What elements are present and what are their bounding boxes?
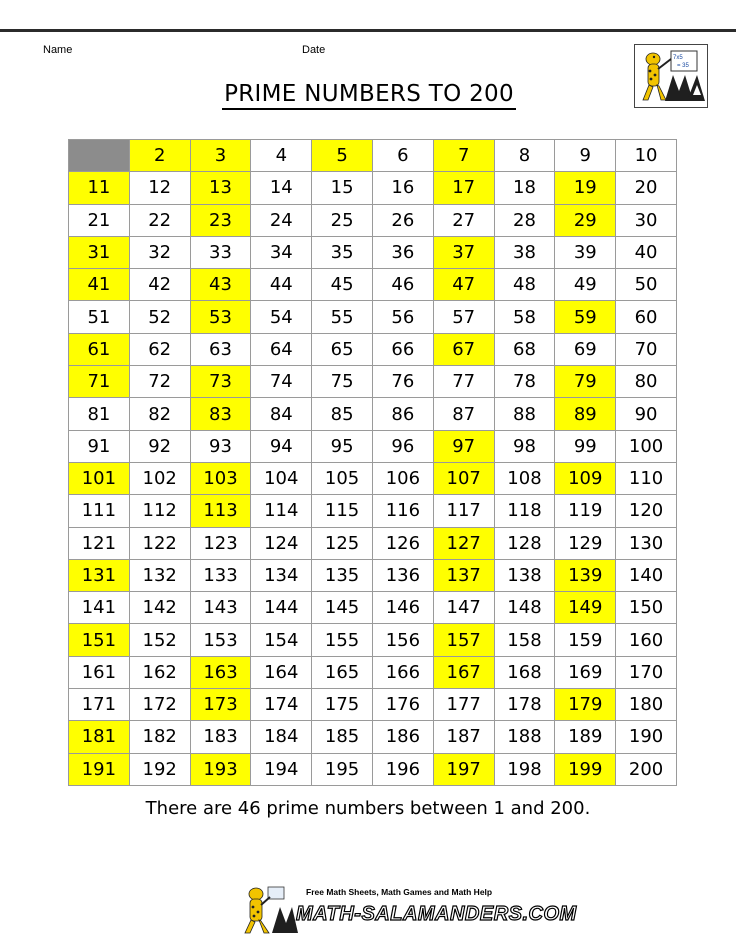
svg-text:7x5: 7x5: [673, 55, 683, 61]
grid-row: [69, 495, 677, 527]
grid-cell: 77: [433, 366, 494, 398]
date-label: Date: [302, 44, 326, 56]
grid-cell-prime: 53: [190, 301, 251, 333]
grid-row: [69, 527, 677, 559]
grid-cell: 176: [372, 689, 433, 721]
grid-cell: 63: [190, 333, 251, 365]
grid-cell-prime: 19: [555, 172, 616, 204]
grid-cell: 54: [251, 301, 312, 333]
grid-cell: 170: [616, 656, 677, 688]
grid-cell: 200: [616, 753, 677, 785]
grid-cell: 104: [251, 462, 312, 494]
grid-cell: 141: [69, 592, 130, 624]
footer-tagline: Free Math Sheets, Math Games and Math Help: [306, 887, 493, 897]
footer-logo: [238, 885, 577, 937]
grid-cell: 50: [616, 269, 677, 301]
grid-cell: 34: [251, 236, 312, 268]
grid-cell-prime: 5: [312, 140, 373, 172]
grid-cell: 30: [616, 204, 677, 236]
grid-row: [69, 140, 677, 172]
grid-cell: 84: [251, 398, 312, 430]
grid-cell: 28: [494, 204, 555, 236]
grid-cell: 25: [312, 204, 373, 236]
grid-cell: 155: [312, 624, 373, 656]
grid-cell: 82: [129, 398, 190, 430]
grid-row: [69, 333, 677, 365]
grid-cell: 26: [372, 204, 433, 236]
grid-cell: 136: [372, 559, 433, 591]
grid-cell: 80: [616, 366, 677, 398]
grid-cell: 32: [129, 236, 190, 268]
grid-cell: 35: [312, 236, 373, 268]
grid-cell: 87: [433, 398, 494, 430]
grid-cell: 124: [251, 527, 312, 559]
top-rule: [0, 29, 736, 32]
grid-cell: 12: [129, 172, 190, 204]
grid-cell: 175: [312, 689, 373, 721]
grid-cell: 159: [555, 624, 616, 656]
grid-cell: 119: [555, 495, 616, 527]
grid-cell-prime: 59: [555, 301, 616, 333]
grid-row: [69, 721, 677, 753]
grid-cell: 21: [69, 204, 130, 236]
grid-cell: 106: [372, 462, 433, 494]
grid-cell: 24: [251, 204, 312, 236]
grid-row: [69, 689, 677, 721]
grid-cell: 169: [555, 656, 616, 688]
grid-cell: 85: [312, 398, 373, 430]
grid-cell-prime: 97: [433, 430, 494, 462]
grid-cell: 33: [190, 236, 251, 268]
grid-cell: 81: [69, 398, 130, 430]
grid-cell: 94: [251, 430, 312, 462]
grid-cell: 60: [616, 301, 677, 333]
grid-cell: 166: [372, 656, 433, 688]
grid-cell: 51: [69, 301, 130, 333]
grid-cell: 150: [616, 592, 677, 624]
grid-cell: 142: [129, 592, 190, 624]
grid-cell: 145: [312, 592, 373, 624]
grid-cell: 86: [372, 398, 433, 430]
grid-cell: 120: [616, 495, 677, 527]
grid-cell: 160: [616, 624, 677, 656]
grid-cell: 114: [251, 495, 312, 527]
grid-cell-prime: 137: [433, 559, 494, 591]
grid-cell-prime: 11: [69, 172, 130, 204]
grid-cell: 76: [372, 366, 433, 398]
grid-cell-prime: 191: [69, 753, 130, 785]
grid-cell: 188: [494, 721, 555, 753]
grid-cell-prime: 173: [190, 689, 251, 721]
grid-cell: 165: [312, 656, 373, 688]
grid-cell: 132: [129, 559, 190, 591]
name-label: Name: [43, 44, 73, 56]
grid-cell: 125: [312, 527, 373, 559]
grid-cell: 192: [129, 753, 190, 785]
grid-cell: 156: [372, 624, 433, 656]
grid-cell: 8: [494, 140, 555, 172]
grid-cell: 194: [251, 753, 312, 785]
grid-cell: 46: [372, 269, 433, 301]
grid-cell: 57: [433, 301, 494, 333]
grid-cell: 122: [129, 527, 190, 559]
grid-cell: 134: [251, 559, 312, 591]
grid-cell: 78: [494, 366, 555, 398]
grid-cell: 4: [251, 140, 312, 172]
grid-cell: 9: [555, 140, 616, 172]
grid-cell: 40: [616, 236, 677, 268]
grid-row: [69, 366, 677, 398]
grid-cell: 95: [312, 430, 373, 462]
grid-cell-prime: 41: [69, 269, 130, 301]
grid-cell: 10: [616, 140, 677, 172]
grid-cell-prime: 113: [190, 495, 251, 527]
grid-cell: 162: [129, 656, 190, 688]
grid-cell-prime: 29: [555, 204, 616, 236]
grid-cell: 45: [312, 269, 373, 301]
grid-cell-prime: 127: [433, 527, 494, 559]
grid-cell: 69: [555, 333, 616, 365]
grid-row: [69, 269, 677, 301]
grid-cell: 158: [494, 624, 555, 656]
grid-cell: 108: [494, 462, 555, 494]
grid-cell: 171: [69, 689, 130, 721]
grid-cell: 148: [494, 592, 555, 624]
grid-row: [69, 301, 677, 333]
grid-cell: 39: [555, 236, 616, 268]
grid-cell: 126: [372, 527, 433, 559]
prime-grid: [68, 139, 677, 786]
grid-cell-prime: 3: [190, 140, 251, 172]
grid-cell-prime: 167: [433, 656, 494, 688]
grid-cell: 177: [433, 689, 494, 721]
grid-cell: 96: [372, 430, 433, 462]
title-underline: [222, 108, 516, 110]
grid-cell-prime: 107: [433, 462, 494, 494]
grid-cell-prime: 151: [69, 624, 130, 656]
grid-cell-prime: 101: [69, 462, 130, 494]
grid-row: [69, 592, 677, 624]
grid-row: [69, 624, 677, 656]
grid-cell: 128: [494, 527, 555, 559]
grid-cell-prime: 13: [190, 172, 251, 204]
grid-cell: 116: [372, 495, 433, 527]
grid-cell-prime: 7: [433, 140, 494, 172]
grid-cell: 130: [616, 527, 677, 559]
grid-cell: 15: [312, 172, 373, 204]
grid-cell: 182: [129, 721, 190, 753]
grid-cell: 196: [372, 753, 433, 785]
grid-row: [69, 656, 677, 688]
grid-cell: 93: [190, 430, 251, 462]
grid-cell: 66: [372, 333, 433, 365]
footer-brand: MATH-SALAMANDERS.COM: [296, 903, 577, 925]
grid-cell: 110: [616, 462, 677, 494]
grid-cell: 27: [433, 204, 494, 236]
grid-cell: 90: [616, 398, 677, 430]
grid-cell: 111: [69, 495, 130, 527]
grid-row: [69, 559, 677, 591]
grid-cell: 183: [190, 721, 251, 753]
grid-row: [69, 753, 677, 785]
grid-row: [69, 236, 677, 268]
grid-cell-prime: 131: [69, 559, 130, 591]
grid-cell: 190: [616, 721, 677, 753]
grid-cell: 18: [494, 172, 555, 204]
grid-row: [69, 430, 677, 462]
grid-cell: 153: [190, 624, 251, 656]
grid-cell-prime: 79: [555, 366, 616, 398]
grid-cell-prime: 61: [69, 333, 130, 365]
grid-cell: 143: [190, 592, 251, 624]
grid-cell: 65: [312, 333, 373, 365]
grid-cell: 187: [433, 721, 494, 753]
grid-cell: 178: [494, 689, 555, 721]
grid-cell: 56: [372, 301, 433, 333]
grid-cell: 6: [372, 140, 433, 172]
grid-cell: 118: [494, 495, 555, 527]
grid-cell: 161: [69, 656, 130, 688]
summary-text: There are 46 prime numbers between 1 and 200.: [145, 798, 591, 819]
grid-cell: 138: [494, 559, 555, 591]
grid-cell: 91: [69, 430, 130, 462]
grid-cell: 36: [372, 236, 433, 268]
grid-cell-prime: 199: [555, 753, 616, 785]
grid-cell: 38: [494, 236, 555, 268]
prime-grid-body: [69, 140, 677, 786]
grid-cell-prime: 83: [190, 398, 251, 430]
grid-cell: 49: [555, 269, 616, 301]
salamander-mascot-icon: [238, 885, 298, 937]
grid-cell: 92: [129, 430, 190, 462]
grid-cell-prime: 17: [433, 172, 494, 204]
page-title: PRIME NUMBERS TO 200: [224, 81, 514, 107]
grid-cell: 112: [129, 495, 190, 527]
grid-cell-prime: 37: [433, 236, 494, 268]
grid-cell-prime: 2: [129, 140, 190, 172]
grid-cell: 14: [251, 172, 312, 204]
svg-text:= 35: = 35: [677, 63, 689, 69]
grid-cell: 22: [129, 204, 190, 236]
grid-cell-prime: 89: [555, 398, 616, 430]
salamander-teacher-icon: [635, 45, 707, 107]
grid-cell: 186: [372, 721, 433, 753]
grid-cell: 152: [129, 624, 190, 656]
grid-cell: 168: [494, 656, 555, 688]
grid-cell: 74: [251, 366, 312, 398]
grid-cell: 52: [129, 301, 190, 333]
grid-cell: 105: [312, 462, 373, 494]
grid-cell: 174: [251, 689, 312, 721]
grid-cell-prime: 47: [433, 269, 494, 301]
grid-cell-prime: 197: [433, 753, 494, 785]
grid-cell: 48: [494, 269, 555, 301]
grid-cell: 164: [251, 656, 312, 688]
grid-cell: 185: [312, 721, 373, 753]
grid-cell-prime: 71: [69, 366, 130, 398]
grid-cell-blank: [69, 140, 130, 172]
grid-row: [69, 398, 677, 430]
grid-cell: 58: [494, 301, 555, 333]
grid-cell: 70: [616, 333, 677, 365]
logo: [634, 44, 708, 108]
grid-cell-prime: 73: [190, 366, 251, 398]
grid-cell-prime: 103: [190, 462, 251, 494]
grid-cell: 64: [251, 333, 312, 365]
grid-cell: 195: [312, 753, 373, 785]
grid-cell-prime: 109: [555, 462, 616, 494]
grid-cell: 140: [616, 559, 677, 591]
grid-row: [69, 172, 677, 204]
grid-cell: 121: [69, 527, 130, 559]
grid-cell-prime: 149: [555, 592, 616, 624]
grid-cell: 55: [312, 301, 373, 333]
grid-cell: 62: [129, 333, 190, 365]
grid-cell: 99: [555, 430, 616, 462]
grid-cell-prime: 31: [69, 236, 130, 268]
grid-cell: 184: [251, 721, 312, 753]
grid-cell-prime: 179: [555, 689, 616, 721]
grid-cell: 20: [616, 172, 677, 204]
grid-cell: 180: [616, 689, 677, 721]
grid-row: [69, 204, 677, 236]
grid-cell: 16: [372, 172, 433, 204]
grid-cell: 75: [312, 366, 373, 398]
grid-cell: 44: [251, 269, 312, 301]
grid-cell: 144: [251, 592, 312, 624]
grid-cell: 68: [494, 333, 555, 365]
grid-cell-prime: 193: [190, 753, 251, 785]
grid-cell: 123: [190, 527, 251, 559]
grid-cell: 135: [312, 559, 373, 591]
grid-cell-prime: 163: [190, 656, 251, 688]
grid-cell: 133: [190, 559, 251, 591]
grid-cell: 102: [129, 462, 190, 494]
grid-cell: 129: [555, 527, 616, 559]
grid-cell: 88: [494, 398, 555, 430]
grid-cell: 146: [372, 592, 433, 624]
grid-cell-prime: 23: [190, 204, 251, 236]
grid-cell: 98: [494, 430, 555, 462]
grid-cell: 117: [433, 495, 494, 527]
grid-cell: 154: [251, 624, 312, 656]
grid-cell-prime: 157: [433, 624, 494, 656]
grid-cell: 72: [129, 366, 190, 398]
grid-cell: 115: [312, 495, 373, 527]
grid-row: [69, 462, 677, 494]
grid-cell-prime: 139: [555, 559, 616, 591]
grid-cell: 100: [616, 430, 677, 462]
grid-cell: 172: [129, 689, 190, 721]
grid-cell-prime: 43: [190, 269, 251, 301]
grid-cell-prime: 67: [433, 333, 494, 365]
grid-cell: 42: [129, 269, 190, 301]
grid-cell: 198: [494, 753, 555, 785]
grid-cell: 147: [433, 592, 494, 624]
grid-cell: 189: [555, 721, 616, 753]
grid-cell-prime: 181: [69, 721, 130, 753]
